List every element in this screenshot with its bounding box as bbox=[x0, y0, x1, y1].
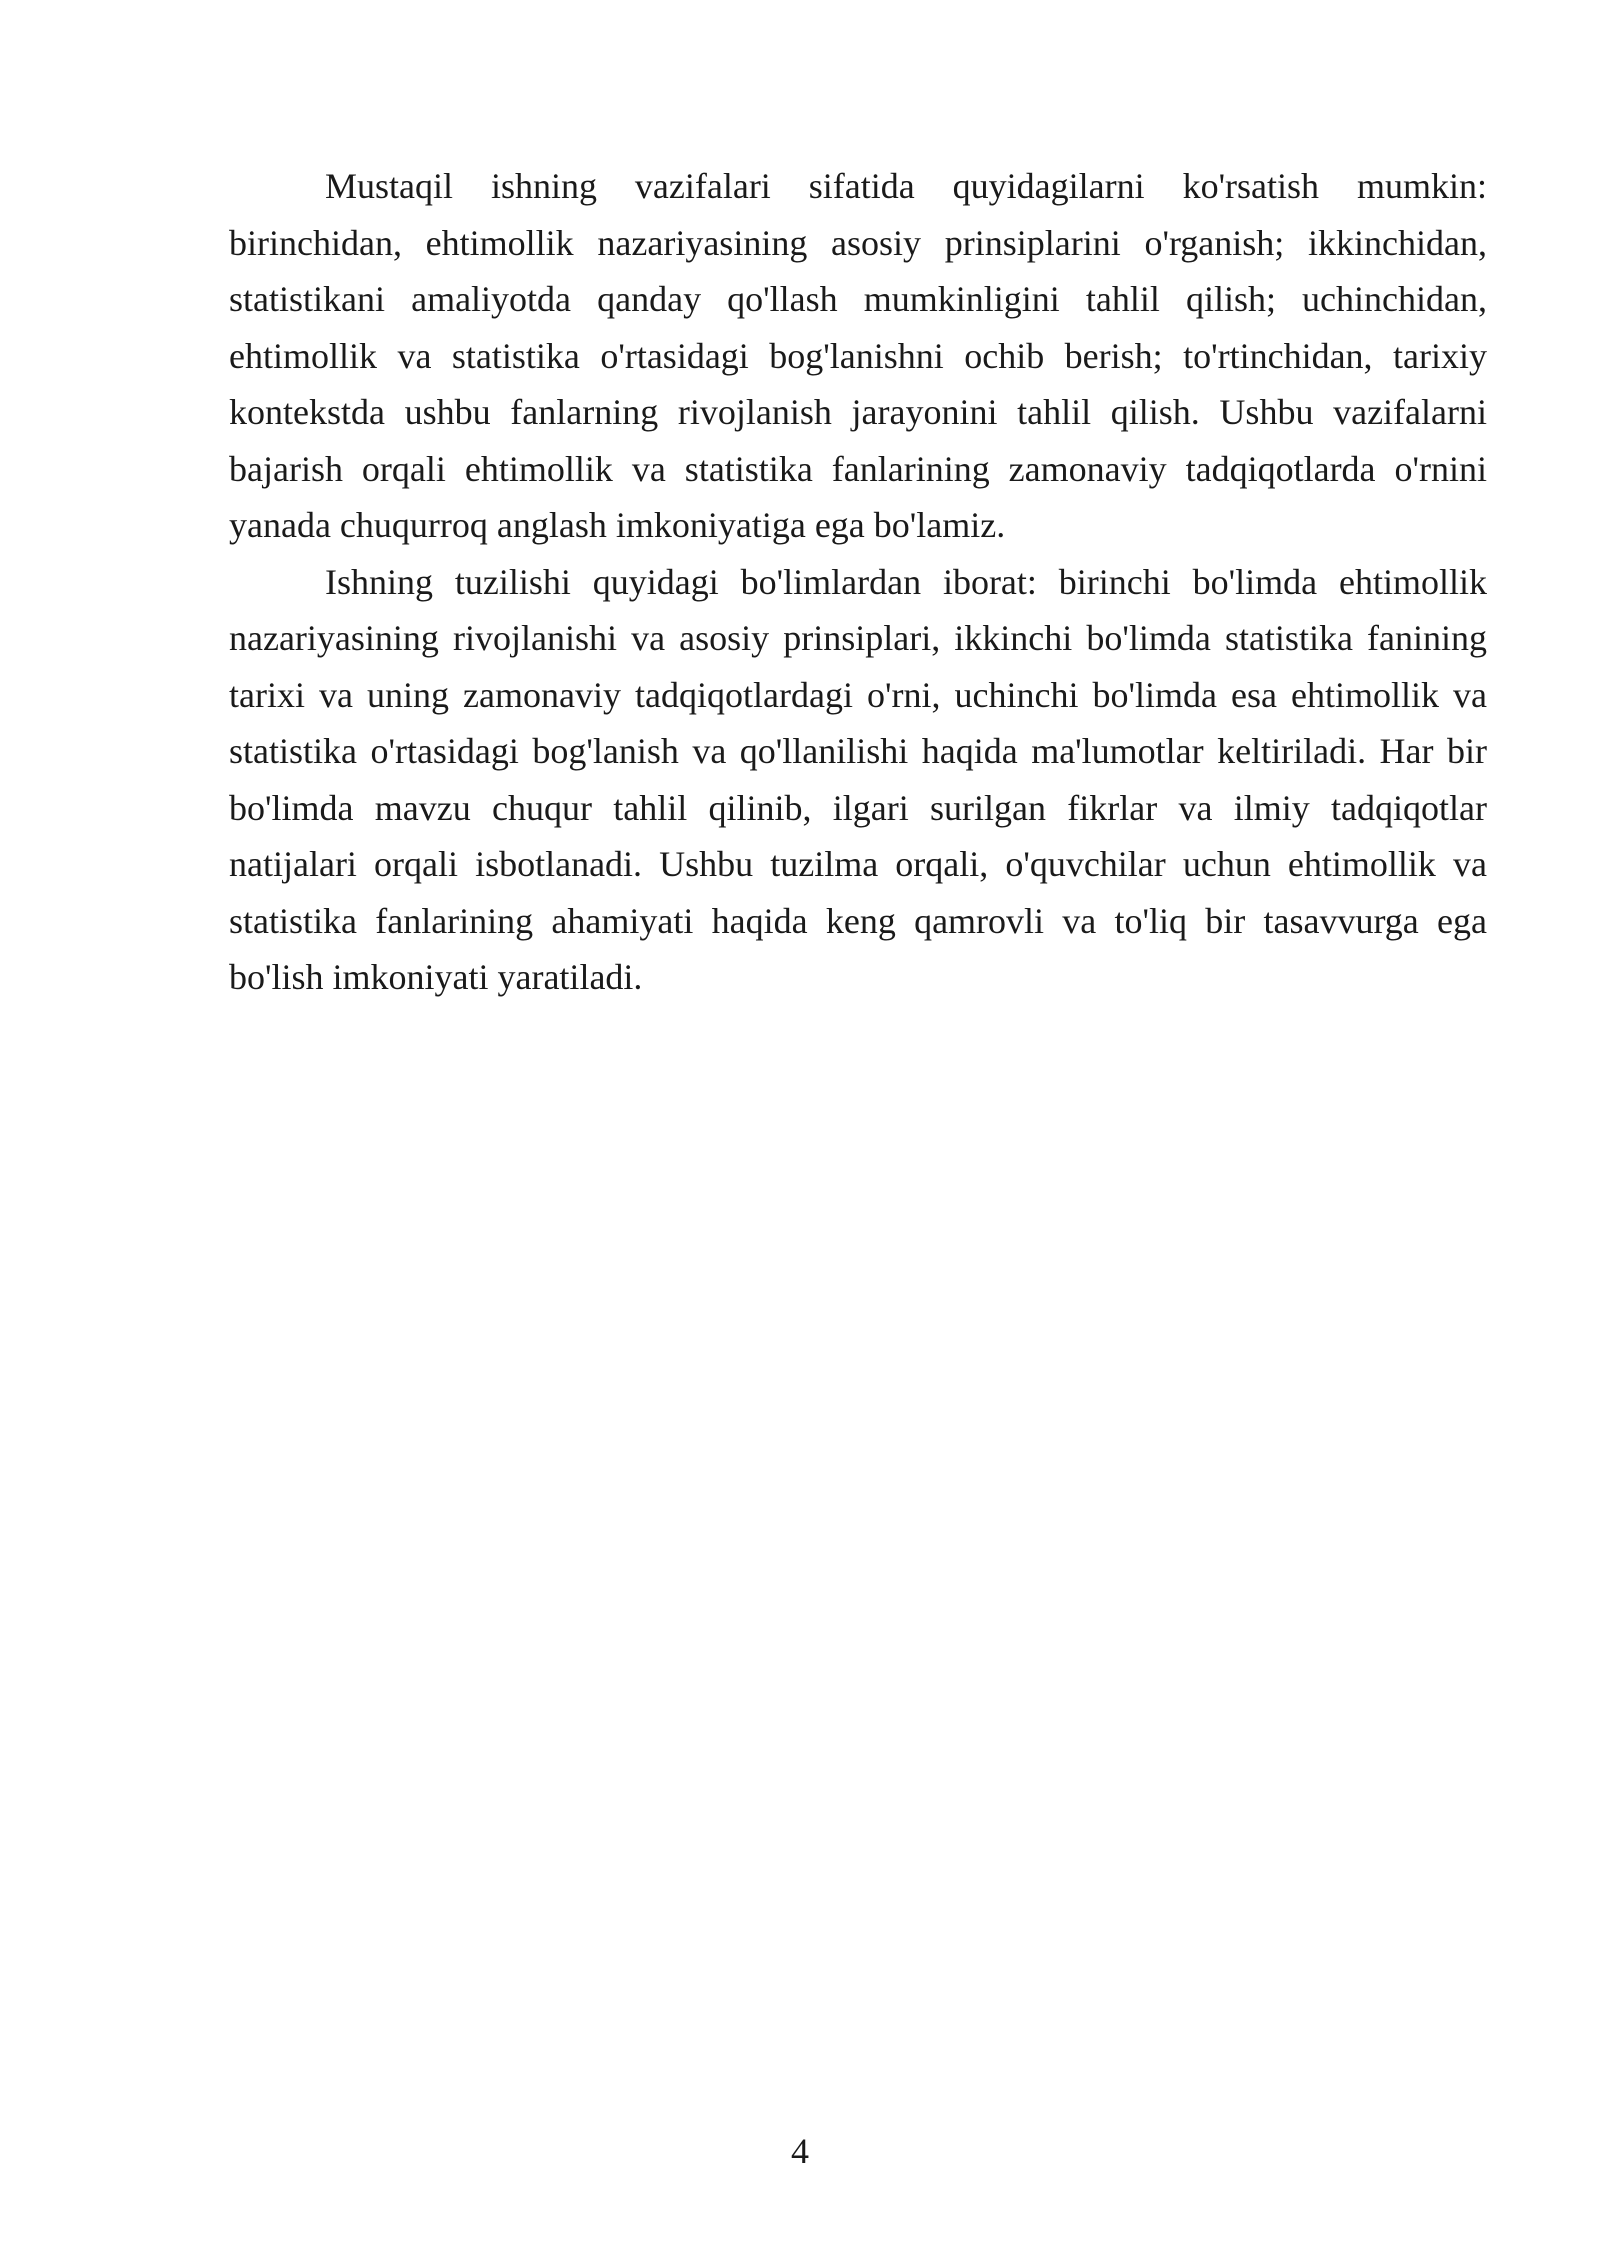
page-number: 4 bbox=[791, 2131, 809, 2171]
page-body bbox=[229, 158, 1487, 1006]
paragraph-tasks: Mustaqil ishning vazifalari sifatida quyidagilarni ko'rsatish mumkin: birinchidan, ehtimollik nazariyasining asosiy prinsiplarini o'rganish; ikkinchidan, statistikani amaliyotda qanday qo'llash mumkinligini tahlil qilish; uchinchidan, ehtimollik va statistika o'rtasidagi bog'lanishni ochib berish; to'rtinchidan, tarixiy kontekstda ushbu fanlarning rivojlanish jarayonini tahlil qilish. Ushbu vazifalarni bajarish orqali ehtimollik va statistika fanlarining zamonaviy tadqiqotlarda o'rnini yanada chuqurroq anglash imkoniyatiga ega bo'lamiz. bbox=[229, 166, 1487, 545]
paragraph-structure: Ishning tuzilishi quyidagi bo'limlardan iborat: birinchi bo'limda ehtimollik nazariyasining rivojlanishi va asosiy prinsiplari, ikkinchi bo'limda statistika fanining tarixi va uning zamonaviy tadqiqotlardagi o'rni, uchinchi bo'limda esa ehtimollik va statistika o'rtasidagi bog'lanish va qo'llanilishi haqida ma'lumotlar keltiriladi. Har bir bo'limda mavzu chuqur tahlil qilinib, ilgari surilgan fikrlar va ilmiy tadqiqotlar natijalari orqali isbotlanadi. Ushbu tuzilma orqali, o'quvchilar uchun ehtimollik va statistika fanlarining ahamiyati haqida keng qamrovli va to'liq bir tasavvurga ega bo'lish imkoniyati yaratiladi. bbox=[229, 561, 1487, 997]
